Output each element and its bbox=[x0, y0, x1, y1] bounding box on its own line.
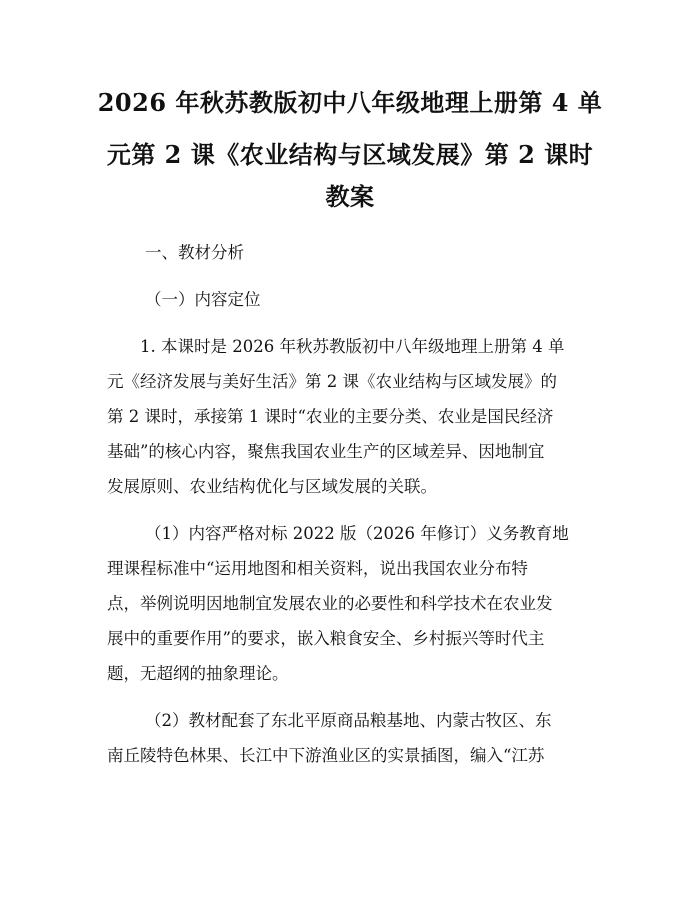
paragraph-line: 展中的重要作用”的要求，嵌入粮食安全、乡村振兴等时代主 bbox=[107, 629, 545, 648]
paragraph-line: 元《经济发展与美好生活》第 2 课《农业结构与区域发展》的 bbox=[107, 372, 557, 391]
subsection-heading: （一）内容定位 bbox=[145, 290, 261, 309]
paragraph-line: 发展原则、农业结构优化与区域发展的关联。 bbox=[107, 477, 437, 496]
paragraph-line: 基础”的核心内容，聚焦我国农业生产的区域差异、因地制宜 bbox=[107, 442, 545, 461]
paragraph-line: 1. 本课时是 2026 年秋苏教版初中八年级地理上册第 4 单 bbox=[140, 337, 565, 356]
paragraph-line: （2）教材配套了东北平原商品粮基地、内蒙古牧区、东 bbox=[145, 711, 552, 730]
document-title-line-3: 教案 bbox=[325, 182, 375, 211]
paragraph-line: 理课程标准中“运用地图和相关资料，说出我国农业分布特 bbox=[107, 559, 528, 578]
document-title-line-1: 2026 年秋苏教版初中八年级地理上册第 4 单 bbox=[97, 88, 603, 117]
paragraph-line: 点，举例说明因地制宜发展农业的必要性和科学技术在农业发 bbox=[107, 594, 553, 613]
section-heading: 一、教材分析 bbox=[145, 243, 244, 262]
paragraph-line: 第 2 课时，承接第 1 课时“农业的主要分类、农业是国民经济 bbox=[107, 407, 554, 426]
paragraph-line: 题，无超纲的抽象理论。 bbox=[107, 664, 289, 683]
paragraph-line: （1）内容严格对标 2022 版（2026 年修订）义务教育地 bbox=[145, 524, 569, 543]
document-title-line-2: 元第 2 课《农业结构与区域发展》第 2 课时 bbox=[106, 140, 594, 169]
paragraph-line: 南丘陵特色林果、长江中下游渔业区的实景插图，编入“江苏 bbox=[107, 746, 545, 765]
